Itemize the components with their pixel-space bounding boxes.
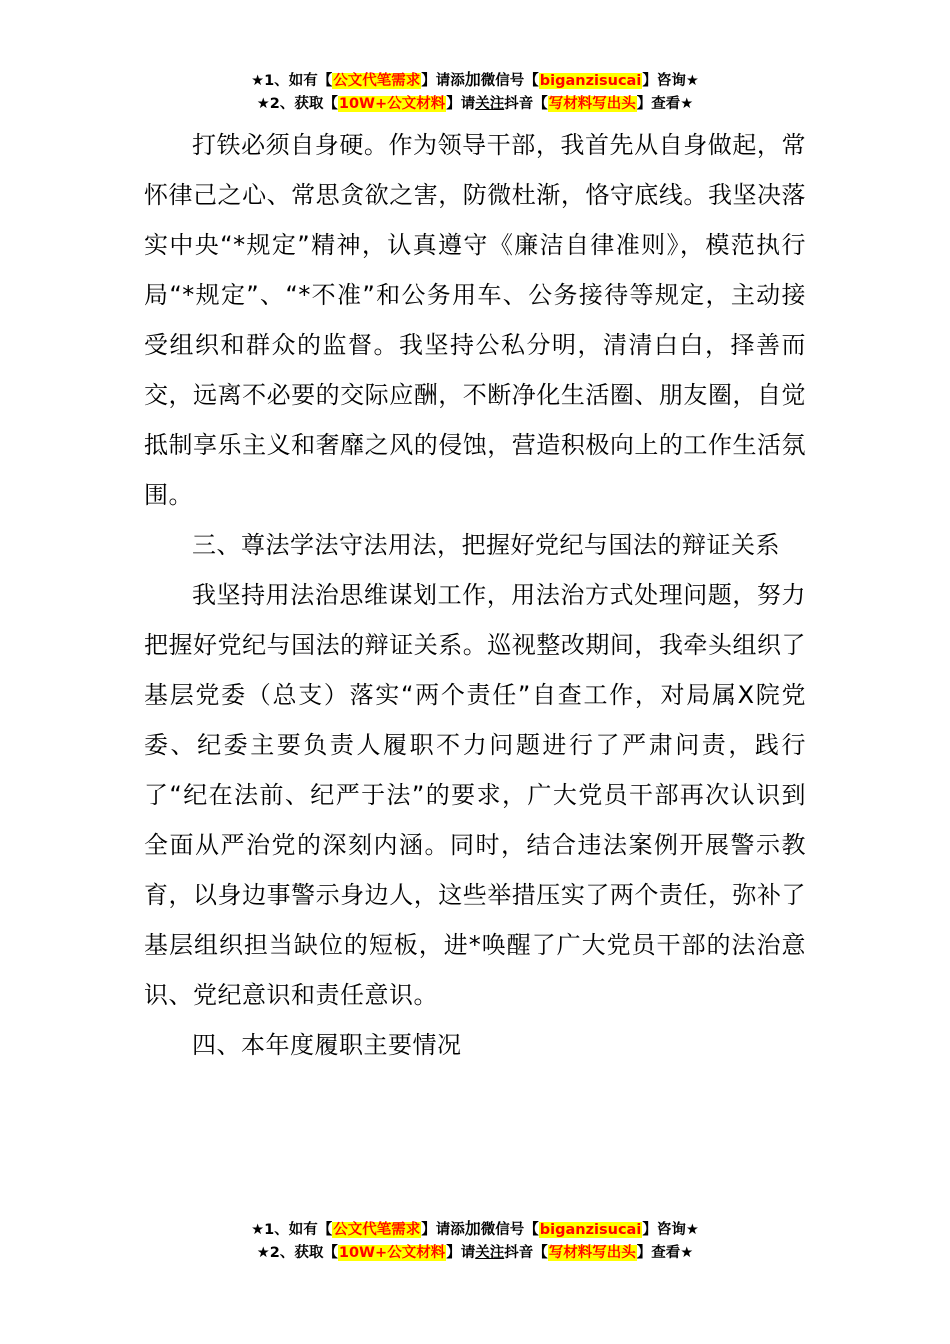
banner-line-2 [0, 93, 950, 116]
banner-text: 】请添 [421, 1222, 465, 1238]
highlight-writing-service: 公文代笔需求 [333, 1222, 421, 1238]
banner-text: 抖音【 [504, 1245, 548, 1261]
banner-text: 抖音【 [504, 96, 548, 112]
highlight-douyin-account: 写材料写出头 [548, 96, 636, 112]
banner-text: 】查看★ [636, 1245, 694, 1261]
banner-text-emphasis: 加 [464, 1219, 481, 1238]
banner-text: 】咨询★ [642, 73, 699, 89]
banner-text: 】请 [446, 96, 476, 112]
banner-text: ★1、如有【 [251, 1222, 333, 1238]
banner-text: 】查看★ [636, 96, 694, 112]
banner-text-underlined: 关注 [475, 1245, 505, 1261]
banner-text: ★1、如有【 [251, 73, 333, 89]
banner-line-1 [0, 1217, 950, 1242]
banner-text: 】请 [446, 1245, 476, 1261]
banner-text: 】咨询★ [642, 1222, 699, 1238]
highlight-writing-service: 公文代笔需求 [333, 73, 421, 89]
highlight-wechat-id: biganzisucai [539, 73, 642, 89]
banner-line-1 [0, 68, 950, 93]
banner-line-2 [0, 1242, 950, 1265]
banner-text: 】请添 [421, 73, 465, 89]
section-heading-3: 三、尊法学法守法用法，把握好党纪与国法的辩证关系 [192, 531, 780, 559]
section-heading-4: 四、本年度履职主要情况 [192, 1031, 462, 1059]
banner-text: ★2、获取【 [256, 96, 338, 112]
banner-text: 微信号【 [480, 1222, 539, 1238]
banner-text-emphasis: 加 [464, 70, 481, 89]
paragraph-self-discipline: 打铁必须自身硬。作为领导干部，我首先从自身做起，常怀律己之心、常思贪欲之害，防微杜渐，恪守底线。我坚决落实中央“*规定”精神，认真遵守《廉洁自律准则》，模范执行局“*规定”、“*不准”和公务用车、公务接待等规定，主动接受组织和群众的监督。我坚持公私分明，清清白白，择善而交，远离不必要的交际应酬，不断净化生活圈、朋友圈，自觉抵制享乐主义和奢靡之风的侵蚀，营造积极向上的工作生活氛围。 [144, 131, 806, 509]
banner-text-underlined: 关注 [475, 96, 505, 112]
header-banner [0, 68, 950, 116]
highlight-materials: 10W+公文材料 [338, 1245, 446, 1261]
document-body [144, 120, 806, 1070]
footer-banner [0, 1217, 950, 1265]
banner-text: ★2、获取【 [256, 1245, 338, 1261]
banner-text: 微信号【 [480, 73, 539, 89]
highlight-wechat-id: biganzisucai [539, 1222, 642, 1238]
paragraph-rule-of-law: 我坚持用法治思维谋划工作，用法治方式处理问题，努力把握好党纪与国法的辩证关系。巡视整改期间，我牵头组织了基层党委（总支）落实“两个责任”自查工作，对局属X院党委、纪委主要负责人履职不力问题进行了严肃问责，践行了“纪在法前、纪严于法”的要求，广大党员干部再次认识到全面从严治党的深刻内涵。同时，结合违法案例开展警示教育，以身边事警示身边人，这些举措压实了两个责任，弥补了基层组织担当缺位的短板，进*唤醒了广大党员干部的法治意识、党纪意识和责任意识。 [144, 581, 806, 1009]
highlight-douyin-account: 写材料写出头 [548, 1245, 636, 1261]
highlight-materials: 10W+公文材料 [338, 96, 446, 112]
